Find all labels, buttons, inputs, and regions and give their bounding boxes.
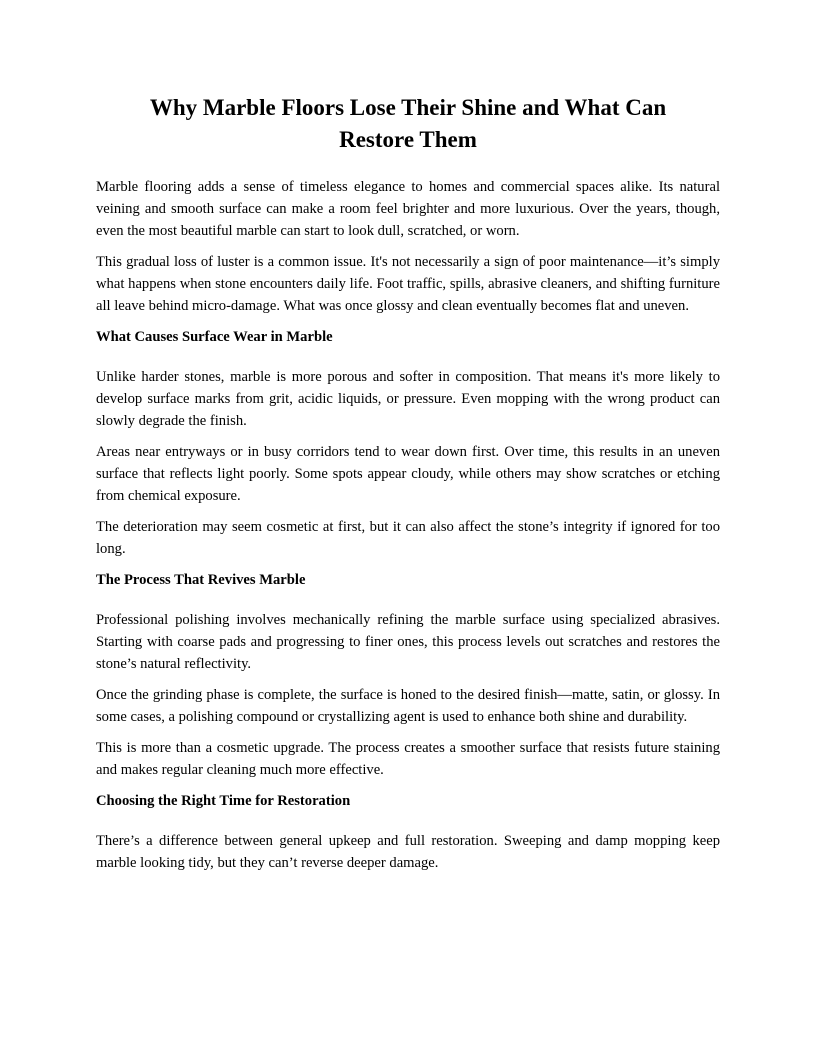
paragraph-deterioration: The deterioration may seem cosmetic at first, but it can also affect the stone’s integrity if ignored for too long.: [96, 519, 720, 557]
paragraph-entryways: Areas near entryways or in busy corridors tend to wear down first. Over time, this results in an uneven surface that reflects light poorly. Some spots appear cloudy, while others may show scratches or etching from chemical exposure.: [96, 444, 720, 504]
section-heading-restoration-timing: Choosing the Right Time for Restoration: [96, 793, 351, 809]
paragraph-upgrade: This is more than a cosmetic upgrade. The process creates a smoother surface that resists future staining and makes regular cleaning much more effective.: [96, 740, 720, 778]
section-heading-surface-wear: What Causes Surface Wear in Marble: [96, 329, 333, 345]
page-title: Why Marble Floors Lose Their Shine and What Can Restore Them: [149, 95, 667, 152]
section-heading-revive-process: The Process That Revives Marble: [96, 572, 306, 588]
paragraph-polishing: Professional polishing involves mechanically refining the marble surface using specialized abrasives. Starting with coarse pads and progressing to finer ones, this process levels out scratches and restores the stone’s natural reflectivity.: [96, 612, 720, 672]
paragraph-upkeep: There’s a difference between general upkeep and full restoration. Sweeping and damp mopping keep marble looking tidy, but they can’t reverse deeper damage.: [96, 833, 720, 871]
paragraph-porous: Unlike harder stones, marble is more porous and softer in composition. That means it's more likely to develop surface marks from grit, acidic liquids, or pressure. Even mopping with the wrong product can slowly degrade the finish.: [96, 369, 720, 429]
paragraph-intro: Marble flooring adds a sense of timeless elegance to homes and commercial spaces alike. Its natural veining and smooth surface can make a room feel brighter and more luxurious. Over the years, though, even the most beautiful marble can start to look dull, scratched, or worn.: [96, 179, 720, 239]
paragraph-luster: This gradual loss of luster is a common issue. It's not necessarily a sign of poor maintenance—it’s simply what happens when stone encounters daily life. Foot traffic, spills, abrasive cleaners, and shifting furniture all leave behind micro-damage. What was once glossy and clean eventually becomes flat and uneven.: [96, 254, 720, 314]
paragraph-honing: Once the grinding phase is complete, the surface is honed to the desired finish—matte, satin, or glossy. In some cases, a polishing compound or crystallizing agent is used to enhance both shine and durability.: [96, 687, 720, 725]
